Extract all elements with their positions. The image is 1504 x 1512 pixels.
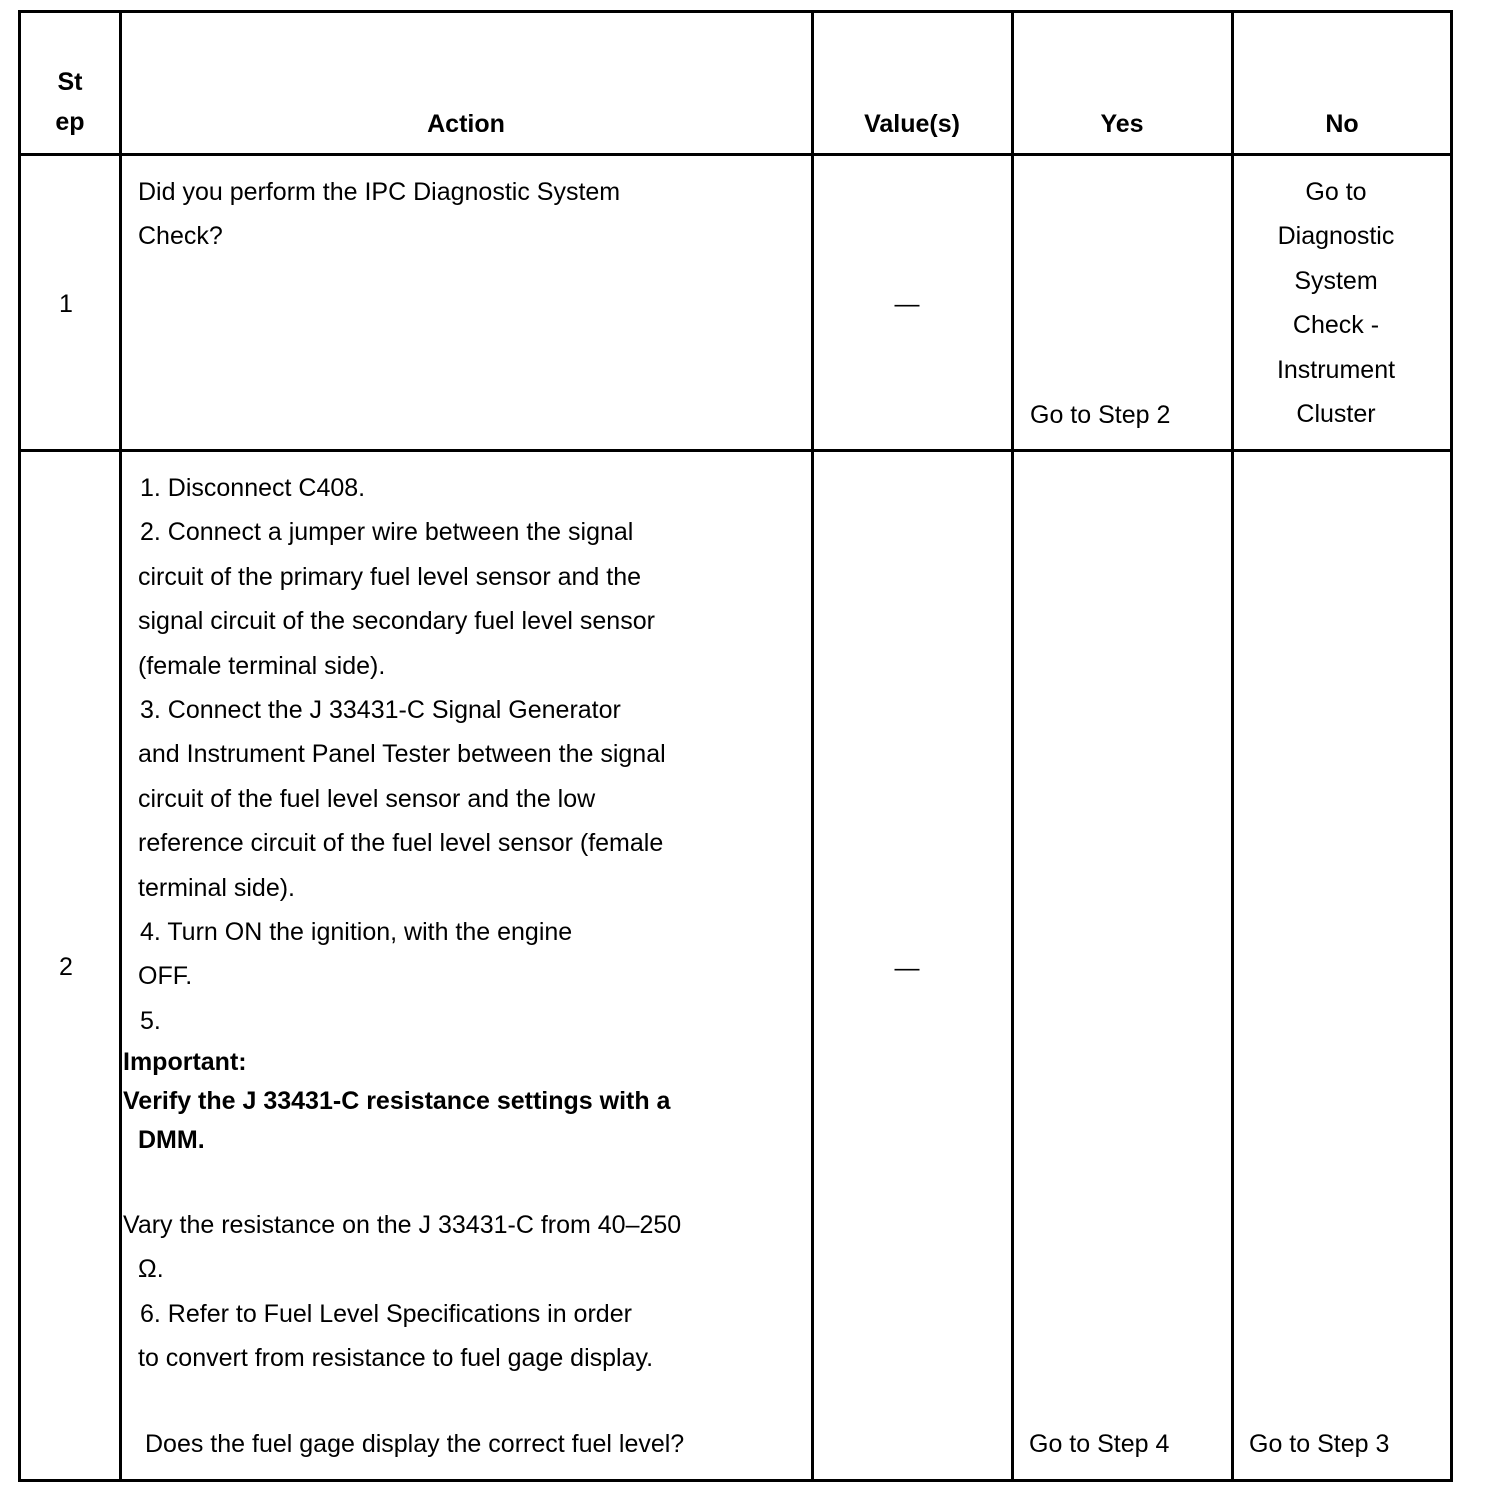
row1-value: — [894, 290, 920, 318]
table-border-top [18, 10, 1453, 13]
row2-action-steps [138, 466, 666, 1043]
action-line: circuit of the fuel level sensor and the low [138, 784, 596, 813]
action-line: Did you perform the IPC Diagnostic System [138, 178, 621, 206]
action-line: signal circuit of the secondary fuel level sensor [138, 607, 655, 636]
row2-no: Go to Step 3 [1249, 1430, 1390, 1458]
row-divider [18, 449, 1453, 452]
column-divider-step [119, 10, 122, 1482]
action-line: 4. Turn ON the ignition, with the engine [140, 918, 573, 947]
no-line: Go to [1305, 178, 1367, 206]
action-line: reference circuit of the fuel level sensor (female [138, 829, 664, 858]
action-line: (female terminal side). [138, 651, 386, 680]
row1-action [138, 170, 620, 259]
step6-line: to convert from resistance to fuel gage display. [138, 1344, 654, 1373]
header-yes: Yes [1100, 110, 1144, 138]
row2-value: — [894, 954, 920, 982]
action-line: OFF. [138, 962, 193, 991]
step6-instruction [138, 1292, 653, 1381]
header-step [22, 62, 118, 142]
important-line: DMM. [138, 1126, 205, 1154]
action-line: and Instrument Panel Tester between the signal [138, 740, 666, 769]
header-values: Value(s) [864, 110, 960, 138]
no-line: Diagnostic [1277, 222, 1395, 251]
table-border-left [18, 10, 21, 1482]
action-line: circuit of the primary fuel level sensor and the [138, 562, 642, 591]
vary-line: Vary the resistance on the J 33431-C from 40–250 [123, 1211, 682, 1239]
no-line: Cluster [1296, 400, 1376, 429]
no-line: Instrument [1276, 355, 1396, 384]
table-border-right [1450, 10, 1453, 1482]
action-line: 1. Disconnect C408. [140, 474, 366, 502]
header-no: No [1325, 110, 1359, 138]
column-divider-values [1011, 10, 1014, 1482]
important-label: Important: [123, 1048, 247, 1076]
diagnostic-table [18, 10, 1453, 1482]
header-step-line: ep [55, 108, 85, 136]
action-line: 5. [140, 1006, 161, 1035]
important-line: Verify the J 33431-C resistance settings with a [123, 1087, 671, 1115]
row2-question: Does the fuel gage display the correct fuel level? [145, 1430, 685, 1458]
action-line: 2. Connect a jumper wire between the signal [140, 518, 634, 547]
vary-instruction [123, 1203, 681, 1292]
no-line: Check - [1292, 311, 1380, 340]
important-text [123, 1082, 670, 1160]
header-action: Action [427, 110, 505, 138]
row1-step: 1 [59, 290, 73, 318]
table-border-bottom [18, 1479, 1453, 1482]
row2-step: 2 [59, 953, 73, 981]
header-step-line: St [57, 68, 83, 96]
action-line: Check? [138, 222, 223, 251]
row1-yes: Go to Step 2 [1030, 401, 1171, 429]
action-line: terminal side). [138, 873, 295, 902]
action-line: 3. Connect the J 33431-C Signal Generator [140, 696, 621, 725]
column-divider-action [811, 10, 814, 1482]
no-line: System [1294, 266, 1378, 295]
step6-line: 6. Refer to Fuel Level Specifications in order [140, 1300, 632, 1328]
row2-yes: Go to Step 4 [1029, 1430, 1170, 1458]
header-divider [18, 153, 1453, 156]
vary-line: Ω. [138, 1255, 164, 1284]
row1-no [1234, 170, 1438, 436]
